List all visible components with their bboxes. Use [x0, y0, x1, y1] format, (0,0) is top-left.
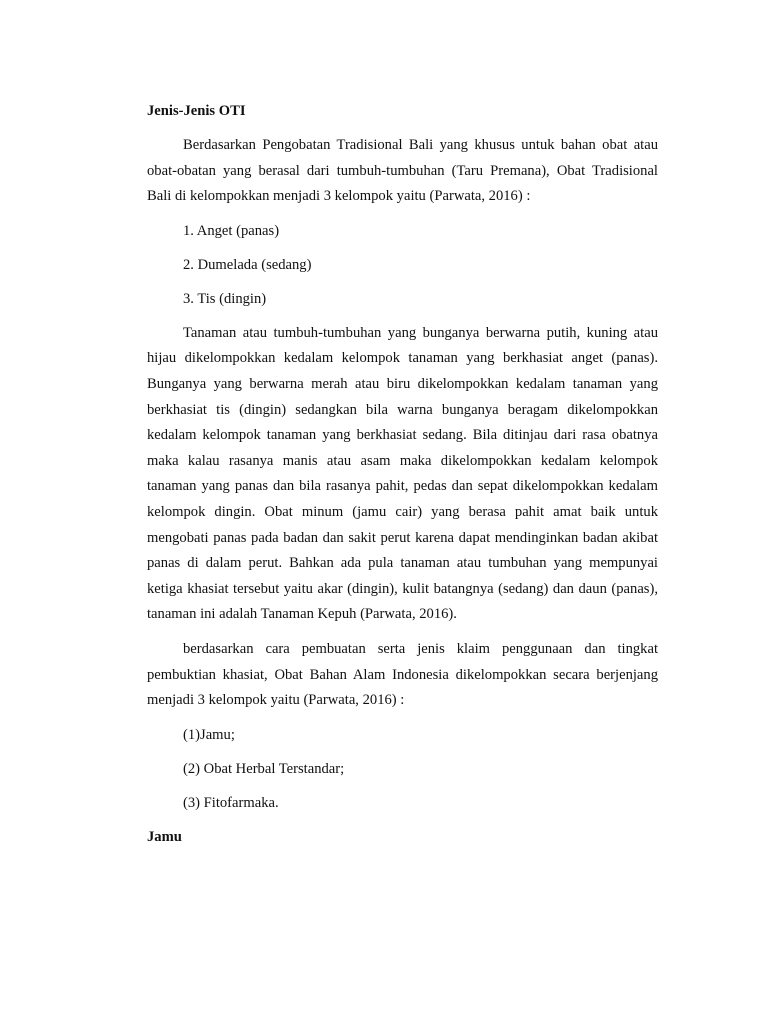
paragraph-tanaman: Tanaman atau tumbuh-tumbuhan yang bunganya berwarna putih, kuning atau hijau dikelompokkan kedalam kelompok tanaman yang berkhasiat anget (panas). Bunganya yang berwarna merah atau biru dikelompokkan kedalam tanaman yang berkhasiat tis (dingin) sedangkan bila warna bunganya beragam dikelompokkan kedalam kelompok tanaman yang berkhasiat sedang. Bila ditinjau dari rasa obatnya maka kalau rasanya manis atau asam maka dikelompokkan kedalam kelompok tanaman yang panas dan bila rasanya pahit, pedas dan sepat dikelompokkan kedalam kelompok dingin. Obat minum (jamu cair) yang berasa pahit amat baik untuk mengobati panas pada badan dan sakit perut karena dapat mendinginkan badan akibat panas di dalam perut. Bahkan ada pula tanaman atau tumbuhan yang mempunyai ketiga khasiat tersebut yaitu akar (dingin), kulit batangnya (sedang) dan daun (panas), tanaman ini adalah Tanaman Kepuh (Parwata, 2016).	[147, 324, 658, 623]
list-item-fitofarmaka: (3) Fitofarmaka.	[183, 794, 279, 811]
section-heading-jamu: Jamu	[147, 828, 182, 845]
list-item-dumelada: 2. Dumelada (sedang)	[183, 256, 312, 273]
paragraph-intro: Berdasarkan Pengobatan Tradisional Bali yang khusus untuk bahan obat atau obat-obatan yang berasal dari tumbuh-tumbuhan (Taru Premana), Obat Tradisional Bali di kelompokkan menjadi 3 kelompok yaitu (Parwata, 2016) :	[147, 137, 658, 205]
section-heading-jenis-oti: Jenis-Jenis OTI	[147, 103, 246, 119]
list-item-anget: 1. Anget (panas)	[183, 222, 280, 239]
list-item-tis: 3. Tis (dingin)	[183, 290, 267, 307]
list-item-jamu: (1)Jamu;	[183, 726, 235, 743]
document-body	[147, 98, 658, 850]
paragraph-klasifikasi: berdasarkan cara pembuatan serta jenis klaim penggunaan dan tingkat pembuktian khasiat, Obat Bahan Alam Indonesia dikelompokkan secara berjenjang menjadi 3 kelompok yaitu (Parwata, 2016) :	[147, 640, 658, 709]
list-item-obat-herbal: (2) Obat Herbal Terstandar;	[183, 760, 345, 777]
